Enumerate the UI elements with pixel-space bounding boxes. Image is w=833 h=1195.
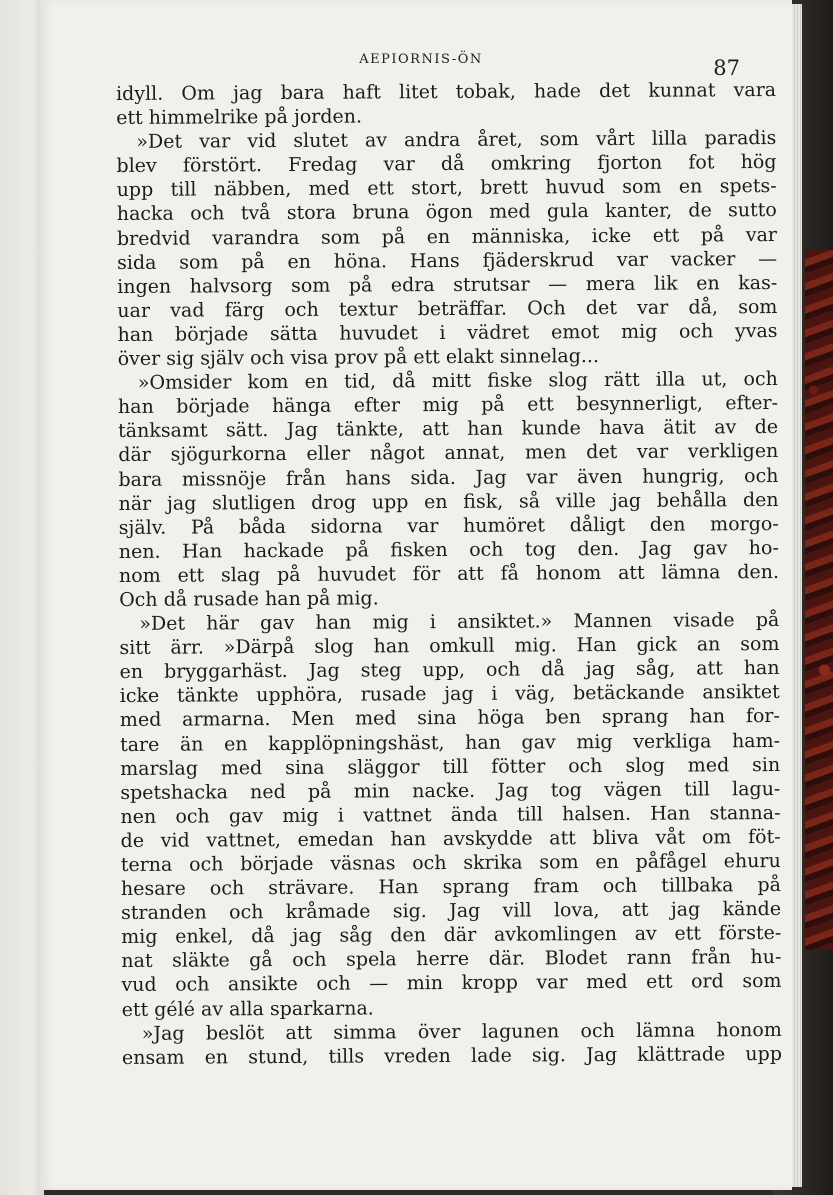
text-line: marslag med sina släggor till fötter och slog med sin xyxy=(120,753,781,780)
text-line: nom ett slag på huvudet för att få honom att lämna den. xyxy=(118,560,780,587)
text-line: mig enkel, då jag såg den där avkomlingen av ett förste- xyxy=(121,922,782,949)
text-line: uar vad färg och textur beträffar. Och det var då, som xyxy=(117,295,778,322)
text-line: nen. Han hackade på fisken och tog den. Jag gav ho- xyxy=(118,536,779,563)
text-line: hesare och strävare. Han sprang fram och tillbaka på xyxy=(120,874,781,901)
text-line: »Omsider kom en tid, då mitt fiske slog rätt illa ut, och xyxy=(137,368,778,394)
text-line: nat släkte gå och spela herre där. Blodet rann från hu- xyxy=(121,946,782,973)
text-line: terna och började väsnas och skrika som en påfågel ehuru xyxy=(120,849,781,876)
text-line: över sig själv och visa prov på ett elakt sinnelag... xyxy=(117,345,600,371)
text-line: tare än en kapplöpningshäst, han gav mig verkliga ham- xyxy=(119,729,781,756)
text-line: bara missnöje från hans sida. Jag var även hungrig, och xyxy=(118,464,779,491)
text-line: stranden och kråmade sig. Jag vill lova, att jag kände xyxy=(121,898,782,925)
text-line: med armarna. Men med sina höga ben sprang han for- xyxy=(119,705,780,732)
text-line: när jag slutligen drog upp en fisk, så ville jag behålla den xyxy=(118,488,779,515)
text-line: icke tänkte upphöra, rusade jag i väg, betäckande ansiktet xyxy=(119,681,780,708)
page-number: 87 xyxy=(713,56,740,80)
text-line: idyll. Om jag bara haft litet tobak, hade det kunnat vara xyxy=(116,78,777,105)
text-line: »Jag beslöt att simma över lagunen och lämna honom xyxy=(141,1018,782,1045)
book-cover-edge xyxy=(805,250,833,950)
text-line: de vid vattnet, emedan han avskydde att bliva våt om föt- xyxy=(120,825,781,852)
text-line: han började sätta huvudet i vädret emot mig och yvas xyxy=(117,319,778,346)
text-line: bredvid varandra som på en människa, icke ett på var xyxy=(116,223,778,250)
running-title: AEPIORNIS-ÖN xyxy=(359,52,483,67)
text-line: ensam en stund, tills vreden lade sig. Jag klättrade upp xyxy=(121,1042,783,1069)
text-line: ett gélé av alla sparkarna. xyxy=(121,997,374,1021)
text-line: sitt ärr. »Därpå slog han omkull mig. Han gick an som xyxy=(119,633,780,660)
text-line: ett himmelrike på jorden. xyxy=(116,105,363,130)
text-line: hacka och två stora bruna ögon med gula kanter, de sutto xyxy=(116,199,777,226)
text-line: »Det var vid slutet av andra året, som vårt lilla paradis xyxy=(136,127,777,154)
text-line: ingen halvsorg som på edra strutsar — mera lik en kas- xyxy=(117,271,778,298)
book-page xyxy=(40,0,792,1190)
text-line: »Det här gav han mig i ansiktet.» Mannen visade på xyxy=(139,609,780,635)
text-line: vud och ansikte och — min kropp var med ett ord som xyxy=(121,970,782,997)
text-line: sida som på en höna. Hans fjäderskrud var vacker — xyxy=(117,247,778,274)
text-line: han började hänga efter mig på ett besynnerligt, efter- xyxy=(117,392,779,419)
text-line: själv. På båda sidorna var humöret dåligt den morgo- xyxy=(118,512,779,539)
text-line: där sjögurkorna eller något annat, men det var verkligen xyxy=(118,440,779,467)
text-line: blev förstört. Fredag var då omkring fjorton fot hög xyxy=(116,151,777,178)
text-line: en bryggarhäst. Jag steg upp, och då jag såg, att han xyxy=(119,657,780,684)
facing-page-edge xyxy=(0,0,44,1195)
text-line: tänksamt sätt. Jag tänkte, att han kunde hava ätit av de xyxy=(118,416,779,443)
text-line: Och då rusade han på mig. xyxy=(119,587,379,611)
text-line: nen och gav mig i vattnet ända till halsen. Han stanna- xyxy=(120,801,781,828)
text-line: upp till näbben, med ett stort, brett huvud som en spets- xyxy=(116,175,777,202)
body-text xyxy=(116,78,782,1070)
text-line: spetshacka ned på min nacke. Jag tog vägen till lagu- xyxy=(120,777,781,804)
